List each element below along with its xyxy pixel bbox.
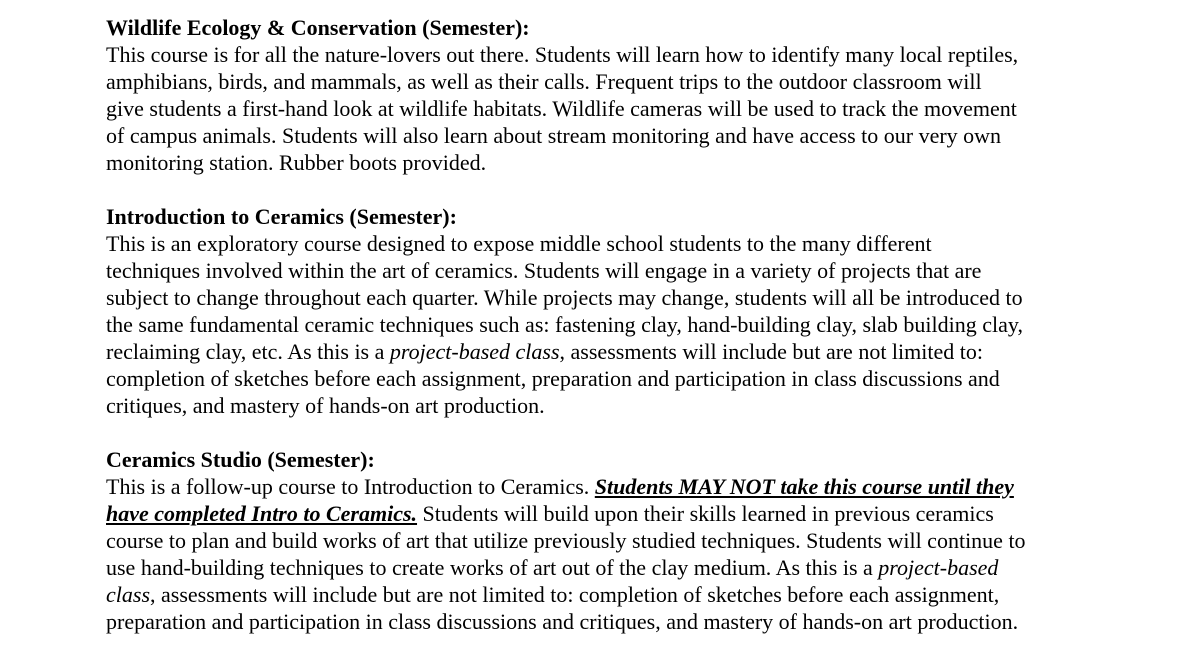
course-description-line [106,554,1116,581]
course-ceramics-studio [106,446,1116,635]
course-description-line: the same fundamental ceramic techniques such as: fastening clay, hand-building clay, slab building clay, [106,312,1023,337]
course-wildlife-ecology [106,14,1116,176]
course-description-line [106,338,1116,365]
course-description-line: of campus animals. Students will also learn about stream monitoring and have access to our very own [106,123,1002,148]
course-description-line: critiques, and mastery of hands-on art production. [106,393,545,418]
course-description-line: course to plan and build works of art that utilize previously studied techniques. Students will continue to [106,528,1026,553]
course-description-line: techniques involved within the art of ceramics. Students will engage in a variety of projects that are [106,258,982,283]
course-description-line [106,581,1116,608]
course-intro-ceramics [106,203,1116,419]
course-description-line: subject to change throughout each quarter. While projects may change, students will all be introduced to [106,285,1023,310]
text-run: , assessments will include but are not limited to: [559,339,983,364]
course-description-line: This is an exploratory course designed to expose middle school students to the many different [106,231,932,256]
course-description-line: give students a first-hand look at wildlife habitats. Wildlife cameras will be used to track the movement [106,96,1017,121]
prerequisite-warning: have completed Intro to Ceramics. [106,501,418,526]
course-description-line [106,500,1116,527]
course-description-line [106,473,1116,500]
course-description-line: monitoring station. Rubber boots provided. [106,150,487,175]
text-run: reclaiming clay, etc. As this is a [106,339,390,364]
italic-text: project-based class [389,339,560,364]
text-run: Students will build upon their skills learned in previous ceramics [417,501,994,526]
course-title: Wildlife Ecology & Conservation (Semester): [106,15,530,40]
course-title: Introduction to Ceramics (Semester): [106,204,457,229]
italic-text: project-based [878,555,999,580]
course-description-line: preparation and participation in class discussions and critiques, and mastery of hands-on art production. [106,609,1019,634]
course-description-line: This course is for all the nature-lovers out there. Students will learn how to identify many local reptiles, [106,42,1019,67]
course-description-line: completion of sketches before each assignment, preparation and participation in class discussions and [106,366,1000,391]
italic-text: class [106,582,150,607]
course-description-line: amphibians, birds, and mammals, as well as their calls. Frequent trips to the outdoor classroom will [106,69,982,94]
text-run: use hand-building techniques to create works of art out of the clay medium. As this is a [106,555,879,580]
course-title: Ceramics Studio (Semester): [106,447,375,472]
document-page [106,14,1116,662]
text-run: This is a follow-up course to Introduction to Ceramics. [106,474,595,499]
text-run: , assessments will include but are not limited to: completion of sketches before each assignment, [150,582,1000,607]
prerequisite-warning: Students MAY NOT take this course until they [594,474,1014,499]
